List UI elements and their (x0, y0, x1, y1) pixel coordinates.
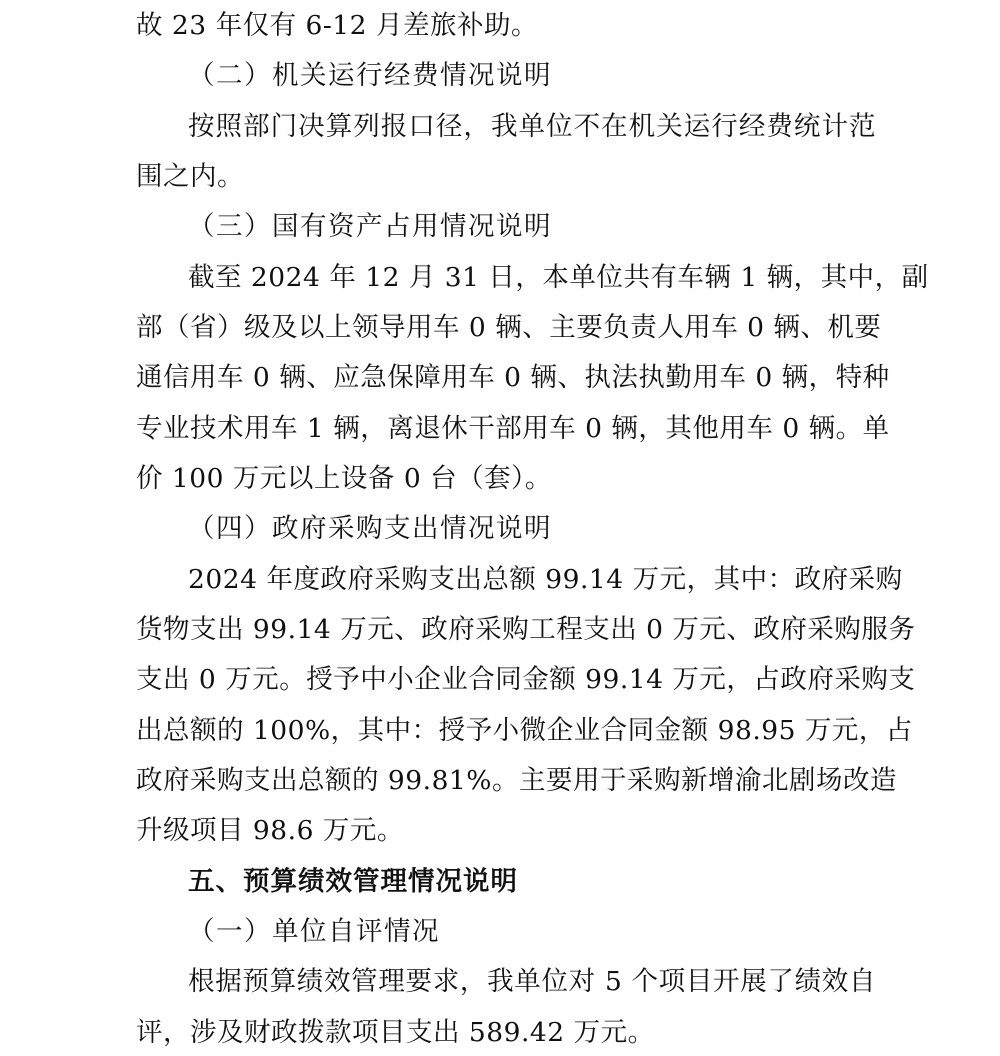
paragraph-line: 价 100 万元以上设备 0 台（套）。 (136, 463, 552, 494)
paragraph-line: 部（省）级及以上领导用车 0 辆、主要负责人用车 0 辆、机要 (136, 312, 882, 343)
section-heading-3: （三）国有资产占用情况说明 (188, 211, 552, 242)
paragraph-line: 支出 0 万元。授予中小企业合同金额 99.14 万元，占政府采购支 (136, 664, 916, 695)
paragraph-line: 评，涉及财政拨款项目支出 589.42 万元。 (136, 1017, 655, 1048)
paragraph-line: 按照部门决算列报口径，我单位不在机关运行经费统计范 (188, 111, 876, 142)
paragraph-line: 通信用车 0 辆、应急保障用车 0 辆、执法执勤用车 0 辆，特种 (136, 362, 890, 393)
section-heading-5-1: （一）单位自评情况 (188, 916, 440, 947)
paragraph-line: 2024 年度政府采购支出总额 99.14 万元，其中：政府采购 (188, 564, 903, 595)
paragraph-line: 围之内。 (136, 161, 244, 192)
paragraph-line: 货物支出 99.14 万元、政府采购工程支出 0 万元、政府采购服务 (136, 614, 916, 645)
paragraph-line: 出总额的 100%，其中：授予小微企业合同金额 98.95 万元，占 (136, 715, 913, 746)
paragraph-line: 截至 2024 年 12 月 31 日，本单位共有车辆 1 辆，其中，副 (188, 262, 929, 293)
paragraph-line: 政府采购支出总额的 99.81%。主要用于采购新增渝北剧场改造 (136, 765, 897, 796)
section-heading-4: （四）政府采购支出情况说明 (188, 513, 552, 544)
paragraph-line: 故 23 年仅有 6-12 月差旅补助。 (136, 10, 538, 41)
chapter-heading-5: 五、预算绩效管理情况说明 (188, 866, 518, 897)
paragraph-line: 专业技术用车 1 辆，离退休干部用车 0 辆，其他用车 0 辆。单 (136, 413, 890, 444)
paragraph-line: 升级项目 98.6 万元。 (136, 815, 404, 846)
section-heading-2: （二）机关运行经费情况说明 (188, 60, 552, 91)
paragraph-line: 根据预算绩效管理要求，我单位对 5 个项目开展了绩效自 (188, 966, 876, 997)
